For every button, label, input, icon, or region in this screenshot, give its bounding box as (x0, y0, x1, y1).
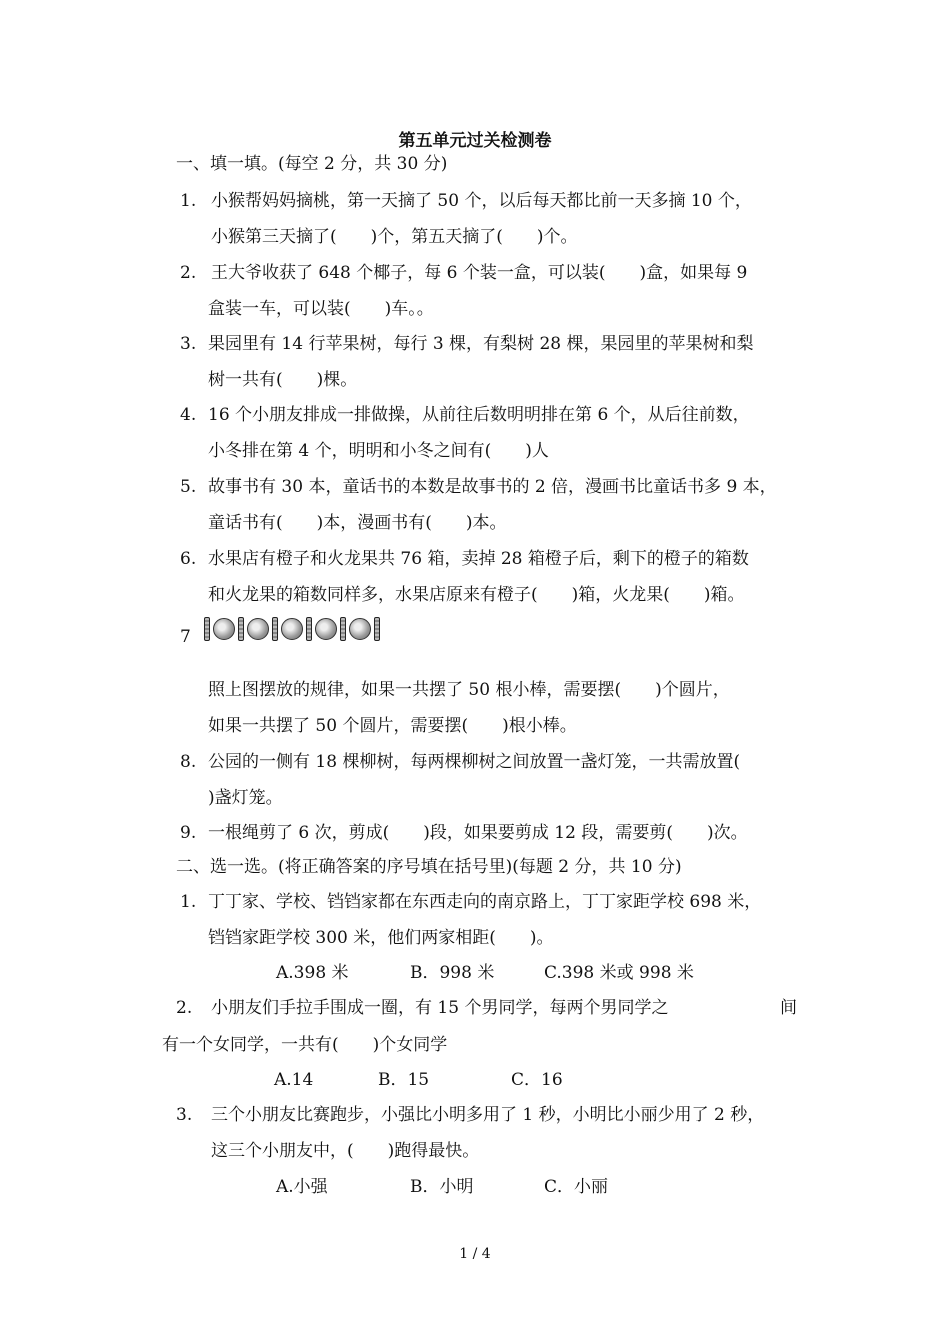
stick-icon (340, 617, 346, 641)
mc2-line1-end: 间 (780, 998, 797, 1018)
q8-line1: 公园的一侧有 18 棵柳树，每两棵柳树之间放置一盏灯笼，一共需放置( (208, 752, 741, 772)
q3-line2: 树一共有( )棵。 (208, 370, 358, 390)
page-number: 1 / 4 (459, 1246, 491, 1262)
section-2-heading: 二、选一选。(将正确答案的序号填在括号里)(每题 2 分，共 10 分) (176, 857, 682, 877)
mc1-line2: 铛铛家距学校 300 米，他们两家相距( )。 (208, 928, 554, 948)
q2-number: 2. (180, 263, 197, 283)
q6-line1: 水果店有橙子和火龙果共 76 箱，卖掉 28 箱橙子后，剩下的橙子的箱数 (208, 549, 749, 569)
mc1-line1: 丁丁家、学校、铛铛家都在东西走向的南京路上，丁丁家距学校 698 米， (208, 892, 762, 912)
q7-line2: 如果一共摆了 50 个圆片，需要摆( )根小棒。 (208, 716, 577, 736)
stick-icon (204, 617, 210, 641)
mc2-option-c: C．16 (511, 1070, 563, 1090)
q9-number: 9. (180, 823, 197, 843)
stick-icon (374, 617, 380, 641)
q4-line2: 小冬排在第 4 个，明明和小冬之间有( )人 (208, 441, 549, 461)
q6-line2: 和火龙果的箱数同样多，水果店原来有橙子( )箱，火龙果( )箱。 (208, 585, 745, 605)
mc3-option-a: A.小强 (276, 1177, 328, 1197)
disc-icon (213, 618, 235, 640)
page-title: 第五单元过关检测卷 (398, 131, 552, 151)
q8-line2: )盏灯笼。 (208, 788, 283, 808)
q6-number: 6. (180, 549, 197, 569)
mc1-option-a: A.398 米 (276, 963, 349, 983)
sticks-and-discs-pattern (204, 616, 380, 642)
q1-line1: 小猴帮妈妈摘桃，第一天摘了 50 个，以后每天都比前一天多摘 10 个， (211, 191, 752, 211)
mc2-line2: 有一个女同学，一共有( )个女同学 (162, 1035, 448, 1055)
q2-line2: 盒装一车，可以装( )车。。 (208, 299, 434, 319)
q9-line1: 一根绳剪了 6 次，剪成( )段，如果要剪成 12 段，需要剪( )次。 (208, 823, 748, 843)
q5-line2: 童话书有( )本，漫画书有( )本。 (208, 513, 507, 533)
disc-icon (247, 618, 269, 640)
q3-number: 3. (180, 334, 197, 354)
mc3-line1: 三个小朋友比赛跑步，小强比小明多用了 1 秒，小明比小丽少用了 2 秒， (211, 1105, 765, 1125)
mc3-option-c: C．小丽 (544, 1177, 609, 1197)
q5-line1: 故事书有 30 本，童话书的本数是故事书的 2 倍，漫画书比童话书多 9 本， (208, 477, 777, 497)
mc2-line1: 小朋友们手拉手围成一圈，有 15 个男同学，每两个男同学之 (211, 998, 669, 1018)
stick-icon (272, 617, 278, 641)
q5-number: 5. (180, 477, 197, 497)
q1-number: 1. (180, 191, 197, 211)
disc-icon (349, 618, 371, 640)
mc1-option-c: C.398 米或 998 米 (544, 963, 694, 983)
disc-icon (281, 618, 303, 640)
stick-icon (306, 617, 312, 641)
mc2-number: 2. (176, 998, 193, 1018)
q3-line1: 果园里有 14 行苹果树，每行 3 棵，有梨树 28 棵，果园里的苹果树和梨 (208, 334, 754, 354)
q4-number: 4. (180, 405, 197, 425)
mc3-number: 3. (176, 1105, 193, 1125)
q8-number: 8. (180, 752, 197, 772)
section-1-heading: 一、填一填。(每空 2 分，共 30 分) (176, 154, 448, 174)
mc1-option-b: B．998 米 (410, 963, 495, 983)
q7-number: 7 (180, 627, 191, 647)
mc3-line2: 这三个小朋友中，( )跑得最快。 (211, 1141, 480, 1161)
mc2-option-a: A.14 (274, 1070, 314, 1090)
q1-line2: 小猴第三天摘了( )个，第五天摘了( )个。 (211, 227, 578, 247)
disc-icon (315, 618, 337, 640)
mc1-number: 1. (180, 892, 197, 912)
q4-line1: 16 个小朋友排成一排做操，从前往后数明明排在第 6 个，从后往前数， (208, 405, 750, 425)
q7-line1: 照上图摆放的规律，如果一共摆了 50 根小棒，需要摆( )个圆片， (208, 680, 730, 700)
q2-line1: 王大爷收获了 648 个椰子，每 6 个装一盒，可以装( )盒，如果每 9 (211, 263, 748, 283)
mc3-option-b: B．小明 (410, 1177, 474, 1197)
mc2-option-b: B．15 (378, 1070, 430, 1090)
stick-icon (238, 617, 244, 641)
